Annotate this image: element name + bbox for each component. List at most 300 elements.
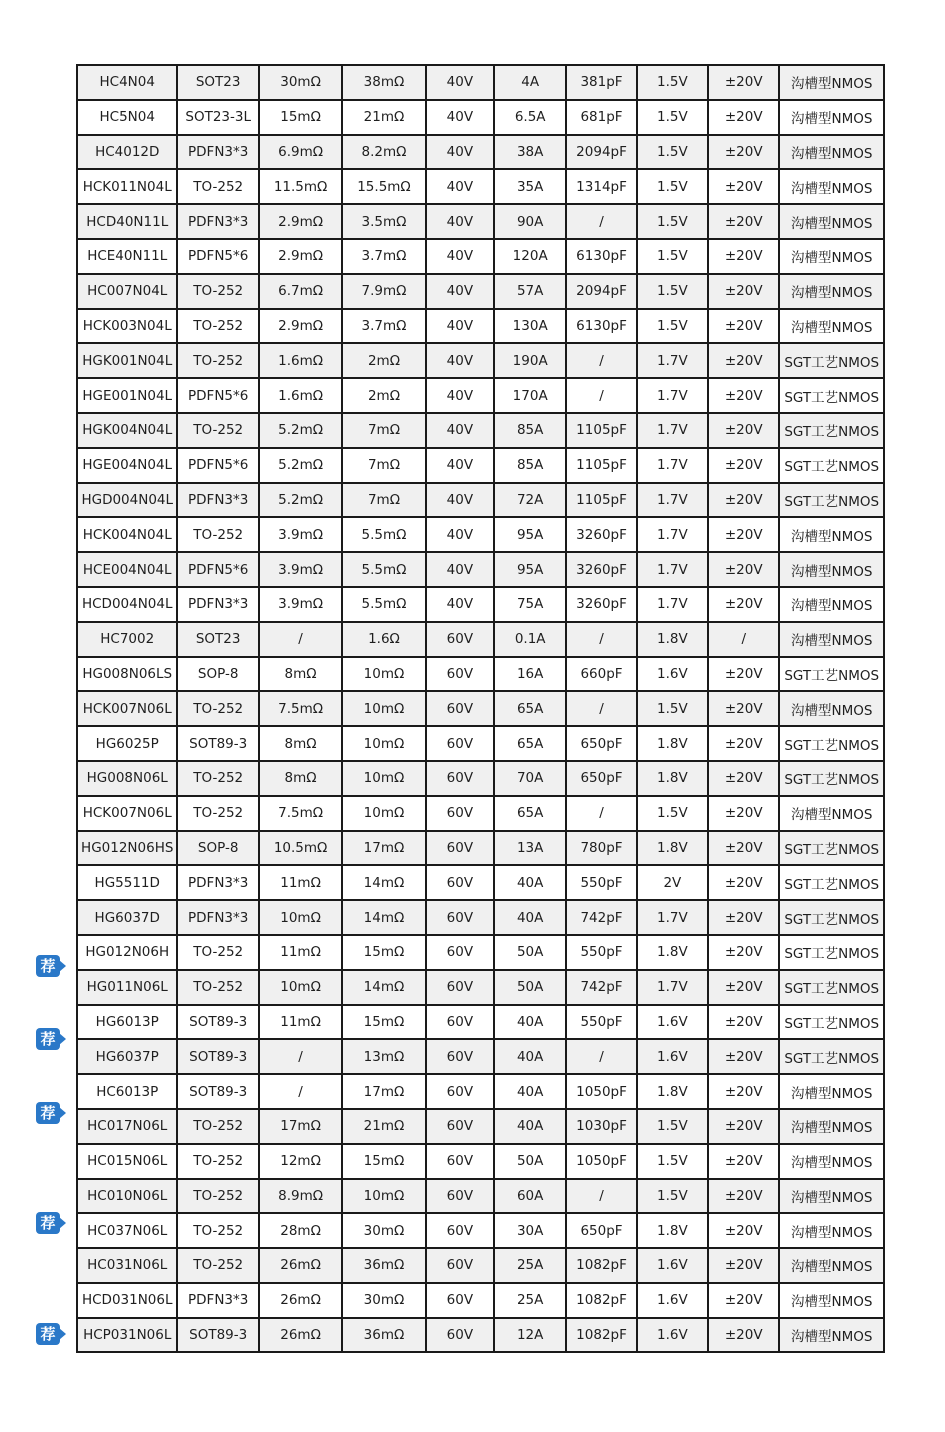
ciss-cell: 1082pF [566,1283,636,1318]
vds-cell: 60V [426,1179,494,1214]
vds-cell: 40V [426,448,494,483]
id-cell: 40A [494,1039,566,1074]
recommended-badge-label: 荐 [36,1323,60,1345]
device-type-cell: 沟槽型NMOS [779,1144,884,1179]
vgs-cell: ±20V [708,552,779,587]
package-cell: SOT89-3 [177,1005,258,1040]
device-type-cell: SGT工艺NMOS [779,900,884,935]
rdson-max-cell: 15mΩ [342,1144,425,1179]
table-row [77,865,884,900]
rdson-typ-cell: 11.5mΩ [259,169,342,204]
package-cell: TO-252 [177,413,258,448]
part-number-cell: HG008N06L [77,761,177,796]
table-row [77,65,884,100]
recommend-badge-column [0,0,76,1432]
table-row [77,1213,884,1248]
rdson-max-cell: 15.5mΩ [342,169,425,204]
rdson-max-cell: 36mΩ [342,1248,425,1283]
table-row [77,204,884,239]
table-row [77,413,884,448]
recommended-badge [36,955,66,977]
package-cell: TO-252 [177,309,258,344]
rdson-max-cell: 5.5mΩ [342,517,425,552]
ciss-cell: 650pF [566,1213,636,1248]
id-cell: 95A [494,552,566,587]
device-type-cell: 沟槽型NMOS [779,100,884,135]
device-type-cell: 沟槽型NMOS [779,552,884,587]
package-cell: PDFN3*3 [177,865,258,900]
vds-cell: 40V [426,100,494,135]
part-number-cell: HC010N06L [77,1179,177,1214]
part-number-cell: HG6025P [77,726,177,761]
rdson-typ-cell: 6.7mΩ [259,274,342,309]
device-type-cell: 沟槽型NMOS [779,622,884,657]
table-row [77,1074,884,1109]
ciss-cell: 2094pF [566,135,636,170]
rdson-typ-cell: 6.9mΩ [259,135,342,170]
ciss-cell: / [566,796,636,831]
vgs-cell: ±20V [708,309,779,344]
package-cell: PDFN3*3 [177,135,258,170]
table-row [77,448,884,483]
vgs-cell: ±20V [708,796,779,831]
ciss-cell: 1314pF [566,169,636,204]
ciss-cell: 780pF [566,831,636,866]
vth-cell: 1.5V [637,796,708,831]
ciss-cell: 650pF [566,761,636,796]
device-type-cell: SGT工艺NMOS [779,448,884,483]
table-row [77,309,884,344]
ciss-cell: 550pF [566,865,636,900]
package-cell: SOT89-3 [177,1039,258,1074]
id-cell: 170A [494,378,566,413]
vds-cell: 60V [426,1283,494,1318]
ciss-cell: 742pF [566,900,636,935]
part-number-cell: HG6037P [77,1039,177,1074]
vgs-cell: ±20V [708,865,779,900]
device-type-cell: SGT工艺NMOS [779,831,884,866]
vgs-cell: ±20V [708,483,779,518]
vth-cell: 1.8V [637,935,708,970]
rdson-max-cell: 30mΩ [342,1213,425,1248]
id-cell: 50A [494,935,566,970]
mosfet-spec-table [76,64,885,1353]
part-number-cell: HCE40N11L [77,239,177,274]
vgs-cell: ±20V [708,935,779,970]
device-type-cell: 沟槽型NMOS [779,204,884,239]
id-cell: 40A [494,1074,566,1109]
id-cell: 13A [494,831,566,866]
id-cell: 25A [494,1283,566,1318]
vth-cell: 1.5V [637,65,708,100]
table-row [77,378,884,413]
vds-cell: 40V [426,552,494,587]
id-cell: 75A [494,587,566,622]
ciss-cell: 550pF [566,1005,636,1040]
device-type-cell: SGT工艺NMOS [779,865,884,900]
device-type-cell: SGT工艺NMOS [779,761,884,796]
table-row [77,900,884,935]
package-cell: PDFN5*6 [177,378,258,413]
vgs-cell: ±20V [708,587,779,622]
badge-arrow-icon [59,960,66,972]
rdson-typ-cell: 8mΩ [259,657,342,692]
rdson-max-cell: 15mΩ [342,935,425,970]
package-cell: TO-252 [177,1109,258,1144]
device-type-cell: SGT工艺NMOS [779,726,884,761]
recommended-badge [36,1212,66,1234]
vgs-cell: ±20V [708,378,779,413]
rdson-typ-cell: 8mΩ [259,761,342,796]
package-cell: TO-252 [177,169,258,204]
id-cell: 65A [494,691,566,726]
package-cell: PDFN5*6 [177,239,258,274]
package-cell: TO-252 [177,1179,258,1214]
table-row [77,135,884,170]
device-type-cell: 沟槽型NMOS [779,1179,884,1214]
table-row [77,691,884,726]
rdson-max-cell: 10mΩ [342,1179,425,1214]
table-row [77,552,884,587]
vds-cell: 60V [426,1005,494,1040]
table-row [77,1283,884,1318]
vgs-cell: ±20V [708,65,779,100]
part-number-cell: HC4N04 [77,65,177,100]
ciss-cell: / [566,1039,636,1074]
device-type-cell: 沟槽型NMOS [779,239,884,274]
rdson-typ-cell: / [259,622,342,657]
package-cell: PDFN5*6 [177,448,258,483]
part-number-cell: HC4012D [77,135,177,170]
rdson-typ-cell: 5.2mΩ [259,483,342,518]
table-row [77,169,884,204]
table-row [77,1109,884,1144]
table-row [77,343,884,378]
ciss-cell: / [566,691,636,726]
part-number-cell: HC017N06L [77,1109,177,1144]
ciss-cell: 1030pF [566,1109,636,1144]
package-cell: TO-252 [177,935,258,970]
rdson-typ-cell: 8mΩ [259,726,342,761]
vds-cell: 40V [426,65,494,100]
vth-cell: 1.8V [637,1074,708,1109]
vgs-cell: ±20V [708,100,779,135]
vth-cell: 2V [637,865,708,900]
part-number-cell: HC037N06L [77,1213,177,1248]
vth-cell: 1.5V [637,239,708,274]
table-row [77,935,884,970]
vds-cell: 60V [426,1074,494,1109]
ciss-cell: 6130pF [566,309,636,344]
ciss-cell: 2094pF [566,274,636,309]
rdson-max-cell: 10mΩ [342,761,425,796]
part-number-cell: HGK004N04L [77,413,177,448]
vth-cell: 1.5V [637,204,708,239]
vds-cell: 40V [426,378,494,413]
vgs-cell: ±20V [708,517,779,552]
device-type-cell: 沟槽型NMOS [779,169,884,204]
device-type-cell: 沟槽型NMOS [779,1283,884,1318]
badge-arrow-icon [59,1328,66,1340]
device-type-cell: 沟槽型NMOS [779,1213,884,1248]
vgs-cell: ±20V [708,343,779,378]
package-cell: PDFN3*3 [177,900,258,935]
vth-cell: 1.7V [637,378,708,413]
vth-cell: 1.7V [637,517,708,552]
vth-cell: 1.5V [637,135,708,170]
vgs-cell: ±20V [708,657,779,692]
vds-cell: 60V [426,796,494,831]
vgs-cell: ±20V [708,1144,779,1179]
rdson-typ-cell: 10mΩ [259,970,342,1005]
part-number-cell: HGE001N04L [77,378,177,413]
part-number-cell: HG012N06HS [77,831,177,866]
badge-arrow-icon [59,1107,66,1119]
id-cell: 65A [494,726,566,761]
device-type-cell: SGT工艺NMOS [779,483,884,518]
package-cell: SOT23-3L [177,100,258,135]
ciss-cell: 1082pF [566,1318,636,1353]
vth-cell: 1.7V [637,413,708,448]
vds-cell: 40V [426,517,494,552]
vgs-cell: ±20V [708,1039,779,1074]
vds-cell: 60V [426,1213,494,1248]
rdson-max-cell: 10mΩ [342,796,425,831]
rdson-max-cell: 2mΩ [342,343,425,378]
table-row [77,970,884,1005]
table-row [77,274,884,309]
rdson-typ-cell: 3.9mΩ [259,552,342,587]
rdson-max-cell: 5.5mΩ [342,552,425,587]
ciss-cell: / [566,622,636,657]
device-type-cell: SGT工艺NMOS [779,378,884,413]
device-type-cell: 沟槽型NMOS [779,1074,884,1109]
rdson-typ-cell: 1.6mΩ [259,378,342,413]
rdson-max-cell: 14mΩ [342,865,425,900]
rdson-typ-cell: 5.2mΩ [259,448,342,483]
id-cell: 40A [494,865,566,900]
vds-cell: 40V [426,204,494,239]
part-number-cell: HC007N04L [77,274,177,309]
ciss-cell: 3260pF [566,517,636,552]
vth-cell: 1.7V [637,900,708,935]
table-row [77,517,884,552]
rdson-max-cell: 17mΩ [342,1074,425,1109]
vgs-cell: ±20V [708,691,779,726]
vth-cell: 1.6V [637,1039,708,1074]
part-number-cell: HC7002 [77,622,177,657]
id-cell: 40A [494,1109,566,1144]
vth-cell: 1.5V [637,1109,708,1144]
package-cell: TO-252 [177,274,258,309]
rdson-max-cell: 30mΩ [342,1283,425,1318]
vgs-cell: ±20V [708,1005,779,1040]
table-row [77,100,884,135]
part-number-cell: HC5N04 [77,100,177,135]
vds-cell: 60V [426,1318,494,1353]
package-cell: TO-252 [177,517,258,552]
vth-cell: 1.7V [637,587,708,622]
recommended-badge-label: 荐 [36,1028,60,1050]
ciss-cell: 6130pF [566,239,636,274]
rdson-max-cell: 1.6Ω [342,622,425,657]
vgs-cell: ±20V [708,1109,779,1144]
rdson-max-cell: 38mΩ [342,65,425,100]
part-number-cell: HG6013P [77,1005,177,1040]
package-cell: TO-252 [177,343,258,378]
recommended-badge-label: 荐 [36,1102,60,1124]
part-number-cell: HCE004N04L [77,552,177,587]
ciss-cell: 381pF [566,65,636,100]
package-cell: PDFN3*3 [177,483,258,518]
device-type-cell: 沟槽型NMOS [779,65,884,100]
device-type-cell: 沟槽型NMOS [779,691,884,726]
package-cell: TO-252 [177,691,258,726]
rdson-max-cell: 36mΩ [342,1318,425,1353]
device-type-cell: SGT工艺NMOS [779,413,884,448]
vds-cell: 40V [426,343,494,378]
id-cell: 38A [494,135,566,170]
table-row [77,1039,884,1074]
ciss-cell: 1082pF [566,1248,636,1283]
ciss-cell: 1050pF [566,1144,636,1179]
vgs-cell: / [708,622,779,657]
id-cell: 190A [494,343,566,378]
table-row [77,796,884,831]
vds-cell: 40V [426,483,494,518]
part-number-cell: HG6037D [77,900,177,935]
vth-cell: 1.8V [637,1213,708,1248]
part-number-cell: HCK003N04L [77,309,177,344]
vds-cell: 60V [426,831,494,866]
id-cell: 40A [494,900,566,935]
vgs-cell: ±20V [708,1318,779,1353]
package-cell: PDFN3*3 [177,204,258,239]
part-number-cell: HG5511D [77,865,177,900]
part-number-cell: HCK004N04L [77,517,177,552]
id-cell: 130A [494,309,566,344]
ciss-cell: / [566,378,636,413]
package-cell: TO-252 [177,970,258,1005]
part-number-cell: HGE004N04L [77,448,177,483]
part-number-cell: HG012N06H [77,935,177,970]
vds-cell: 40V [426,169,494,204]
rdson-typ-cell: 15mΩ [259,100,342,135]
vgs-cell: ±20V [708,448,779,483]
ciss-cell: 1050pF [566,1074,636,1109]
package-cell: SOP-8 [177,831,258,866]
recommended-badge-label: 荐 [36,955,60,977]
package-cell: TO-252 [177,796,258,831]
id-cell: 16A [494,657,566,692]
rdson-max-cell: 7.9mΩ [342,274,425,309]
badge-arrow-icon [59,1217,66,1229]
id-cell: 6.5A [494,100,566,135]
rdson-max-cell: 10mΩ [342,691,425,726]
table-row [77,587,884,622]
package-cell: PDFN3*3 [177,587,258,622]
device-type-cell: 沟槽型NMOS [779,517,884,552]
vgs-cell: ±20V [708,169,779,204]
device-type-cell: SGT工艺NMOS [779,1039,884,1074]
id-cell: 85A [494,413,566,448]
ciss-cell: / [566,343,636,378]
rdson-typ-cell: 10mΩ [259,900,342,935]
vth-cell: 1.8V [637,761,708,796]
table-row [77,622,884,657]
package-cell: SOP-8 [177,657,258,692]
vds-cell: 60V [426,970,494,1005]
rdson-typ-cell: 12mΩ [259,1144,342,1179]
vds-cell: 40V [426,413,494,448]
vth-cell: 1.5V [637,100,708,135]
device-type-cell: 沟槽型NMOS [779,274,884,309]
vds-cell: 40V [426,135,494,170]
ciss-cell: 550pF [566,935,636,970]
vds-cell: 60V [426,1248,494,1283]
vgs-cell: ±20V [708,900,779,935]
table-row [77,761,884,796]
mosfet-spec-sheet [76,64,885,1353]
package-cell: SOT23 [177,65,258,100]
vds-cell: 60V [426,865,494,900]
ciss-cell: 660pF [566,657,636,692]
package-cell: SOT89-3 [177,1318,258,1353]
ciss-cell: 742pF [566,970,636,1005]
id-cell: 0.1A [494,622,566,657]
vgs-cell: ±20V [708,1283,779,1318]
rdson-typ-cell: 7.5mΩ [259,796,342,831]
rdson-typ-cell: 28mΩ [259,1213,342,1248]
rdson-max-cell: 17mΩ [342,831,425,866]
table-row [77,831,884,866]
vds-cell: 60V [426,1144,494,1179]
rdson-typ-cell: 30mΩ [259,65,342,100]
recommended-badge [36,1028,66,1050]
device-type-cell: 沟槽型NMOS [779,309,884,344]
vth-cell: 1.8V [637,622,708,657]
device-type-cell: SGT工艺NMOS [779,935,884,970]
id-cell: 35A [494,169,566,204]
table-row [77,1005,884,1040]
device-type-cell: 沟槽型NMOS [779,135,884,170]
part-number-cell: HGD004N04L [77,483,177,518]
vth-cell: 1.7V [637,343,708,378]
part-number-cell: HCD40N11L [77,204,177,239]
vth-cell: 1.6V [637,1248,708,1283]
rdson-max-cell: 8.2mΩ [342,135,425,170]
ciss-cell: 1105pF [566,483,636,518]
rdson-typ-cell: 10.5mΩ [259,831,342,866]
rdson-typ-cell: 11mΩ [259,1005,342,1040]
vds-cell: 60V [426,622,494,657]
vth-cell: 1.7V [637,483,708,518]
package-cell: TO-252 [177,1144,258,1179]
package-cell: SOT89-3 [177,726,258,761]
vds-cell: 40V [426,274,494,309]
part-number-cell: HC015N06L [77,1144,177,1179]
part-number-cell: HCK007N06L [77,796,177,831]
ciss-cell: / [566,204,636,239]
rdson-typ-cell: 7.5mΩ [259,691,342,726]
vds-cell: 60V [426,691,494,726]
recommended-badge [36,1323,66,1345]
package-cell: TO-252 [177,761,258,796]
part-number-cell: HCP031N06L [77,1318,177,1353]
rdson-max-cell: 15mΩ [342,1005,425,1040]
rdson-typ-cell: / [259,1074,342,1109]
vth-cell: 1.8V [637,726,708,761]
